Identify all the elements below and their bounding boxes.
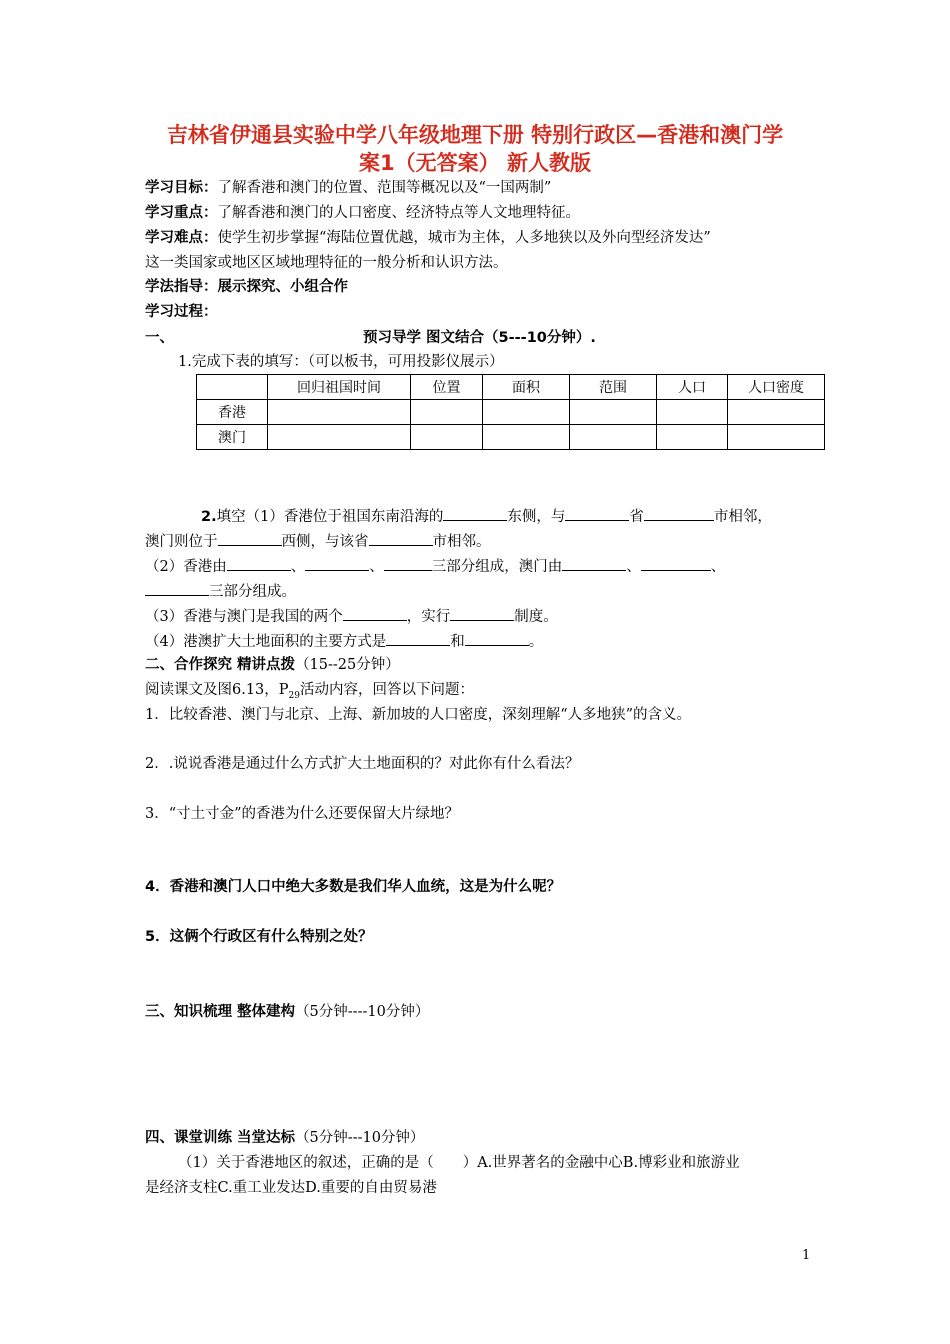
table-cell[interactable] xyxy=(268,400,411,425)
difficulty-text: 使学生初步掌握“海陆位置优越，城市为主体，人多地狭以及外向型经济发达” xyxy=(217,230,711,246)
section2-q4: 4．香港和澳门人口中绝大多数是我们华人血统，这是为什么呢？ xyxy=(145,879,562,895)
q2-text: （2）香港由 xyxy=(145,559,227,575)
table-header: 范围 xyxy=(570,375,657,400)
table-cell: 澳门 xyxy=(197,425,268,450)
method-label: 学法指导： xyxy=(145,279,218,295)
blank-field[interactable] xyxy=(641,556,711,571)
blank-field[interactable] xyxy=(565,506,629,521)
section2-heading xyxy=(145,655,400,675)
blank-field[interactable] xyxy=(386,631,450,646)
goal-text: 了解香港和澳门的位置、范围等概况以及“一国两制” xyxy=(217,180,552,196)
section4-q1: （1）关于香港地区的叙述，正确的是（ ）A.世界著名的金融中心B.博彩业和旅游业 xyxy=(178,1155,740,1171)
blank-field[interactable] xyxy=(145,581,209,596)
method-line xyxy=(145,277,348,297)
focus-text: 了解香港和澳门的人口密度、经济特点等人文地理特征。 xyxy=(217,205,580,221)
difficulty-line2: 这一类国家或地区区域地理特征的一般分析和认识方法。 xyxy=(145,255,508,271)
section2-intro-text: 阅读课文及图6.13，P xyxy=(145,682,289,698)
q2-text: ，实行 xyxy=(406,609,451,625)
table-row xyxy=(197,425,825,450)
table-cell: 香港 xyxy=(197,400,268,425)
q2-text: 和 xyxy=(450,634,465,650)
focus-line xyxy=(145,203,580,223)
section4-title: 四、课堂训练 当堂达标 xyxy=(145,1130,296,1146)
table-header: 面积 xyxy=(483,375,570,400)
table-cell[interactable] xyxy=(570,425,657,450)
q2-text: 西侧，与该省 xyxy=(281,534,369,550)
table-cell[interactable] xyxy=(483,425,570,450)
section2-q5: 5．这俩个行政区有什么特别之处？ xyxy=(145,929,373,945)
section2-q2: 2．.说说香港是通过什么方式扩大土地面积的？对此你有什么看法？ xyxy=(145,756,580,772)
table-cell[interactable] xyxy=(411,400,483,425)
table-cell[interactable] xyxy=(411,425,483,450)
q2-text: 、 xyxy=(710,559,726,575)
table-header xyxy=(197,375,268,400)
section1-q1: 1.完成下表的填写：（可以板书，可用投影仪展示） xyxy=(178,354,504,370)
q2-text: 市相邻， xyxy=(713,509,772,525)
table-header: 回归祖国时间 xyxy=(268,375,411,400)
info-table xyxy=(196,374,825,450)
difficulty-line xyxy=(145,228,711,248)
blank-field[interactable] xyxy=(450,606,514,621)
table-cell[interactable] xyxy=(483,400,570,425)
q2-line-d xyxy=(145,581,296,602)
table-cell[interactable] xyxy=(728,400,825,425)
blank-field[interactable] xyxy=(562,556,626,571)
q2-line-c xyxy=(145,556,725,577)
focus-label: 学习重点： xyxy=(145,205,218,221)
q2-text: 、 xyxy=(290,559,306,575)
table-cell[interactable] xyxy=(268,425,411,450)
page-number: 1 xyxy=(802,1248,811,1263)
blank-field[interactable] xyxy=(305,556,369,571)
q2-text: 澳门则位于 xyxy=(145,534,218,550)
section3-heading xyxy=(145,1002,429,1022)
q2-text: 三部分组成，澳门由 xyxy=(431,559,563,575)
q2-line-a xyxy=(201,506,772,527)
blank-field[interactable] xyxy=(384,556,432,571)
q2-text: 市相邻。 xyxy=(432,534,491,550)
section3-title: 三、知识梳理 整体建构 xyxy=(145,1004,296,1020)
q2-text: 填空（1）香港位于祖国东南沿海的 xyxy=(216,509,444,525)
blank-field[interactable] xyxy=(227,556,291,571)
q2-text: 制度。 xyxy=(514,609,558,625)
table-header: 位置 xyxy=(411,375,483,400)
goal-line xyxy=(145,178,551,198)
blank-field[interactable] xyxy=(443,506,507,521)
page-ref: 29 xyxy=(288,690,300,701)
process-label: 学习过程： xyxy=(145,304,218,320)
section1-heading: 预习导学 图文结合（5---10分钟）. xyxy=(363,330,596,346)
q2-num: 2. xyxy=(201,509,217,525)
q2-text: （4）港澳扩大土地面积的主要方式是 xyxy=(145,634,387,650)
section3-time: （5分钟----10分钟） xyxy=(295,1004,430,1020)
q2-text: 、 xyxy=(626,559,641,575)
blank-field[interactable] xyxy=(343,606,407,621)
blank-field[interactable] xyxy=(218,531,282,546)
section2-q1: 1．比较香港、澳门与北京、上海、新加坡的人口密度，深刻理解“人多地狭”的含义。 xyxy=(145,707,692,723)
q2-line-b xyxy=(145,531,491,552)
q2-text: 省 xyxy=(629,509,644,525)
blank-field[interactable] xyxy=(465,631,529,646)
page-title: 吉林省伊通县实验中学八年级地理下册 特别行政区—香港和澳门学 xyxy=(166,123,784,147)
table-row xyxy=(197,400,825,425)
section1-num: 一、 xyxy=(145,330,174,346)
table-cell[interactable] xyxy=(728,425,825,450)
q2-line-e xyxy=(145,606,558,627)
table-header: 人口 xyxy=(657,375,728,400)
section2-q3: 3．“寸土寸金”的香港为什么还要保留大片绿地？ xyxy=(145,806,460,822)
method-text: 展示探究、小组合作 xyxy=(217,279,348,295)
section4-q1-cont: 是经济支柱C.重工业发达D.重要的自由贸易港 xyxy=(145,1180,437,1196)
table-cell[interactable] xyxy=(657,400,728,425)
section2-intro-text: 活动内容，回答以下问题： xyxy=(300,682,474,698)
q2-text: 三部分组成。 xyxy=(209,584,296,600)
blank-field[interactable] xyxy=(644,506,714,521)
difficulty-label: 学习难点： xyxy=(145,230,218,246)
blank-field[interactable] xyxy=(369,531,433,546)
section2-title: 二、合作探究 精讲点拨 xyxy=(145,657,296,673)
table-cell[interactable] xyxy=(657,425,728,450)
q2-text: （3）香港与澳门是我国的两个 xyxy=(145,609,343,625)
q2-text: 东侧，与 xyxy=(507,509,566,525)
q2-text: 、 xyxy=(369,559,384,575)
table-header: 人口密度 xyxy=(728,375,825,400)
section4-time: （5分钟---10分钟） xyxy=(295,1130,425,1146)
page-title-line2: 案1（无答案） 新人教版 xyxy=(359,151,591,175)
goal-label: 学习目标： xyxy=(145,180,218,196)
section4-heading xyxy=(145,1128,424,1148)
table-cell[interactable] xyxy=(570,400,657,425)
section2-time: （15--25分钟） xyxy=(295,657,400,673)
section2-intro xyxy=(145,680,474,706)
q2-text: 。 xyxy=(528,634,544,650)
q2-line-f xyxy=(145,631,543,652)
table-header-row xyxy=(197,375,825,400)
